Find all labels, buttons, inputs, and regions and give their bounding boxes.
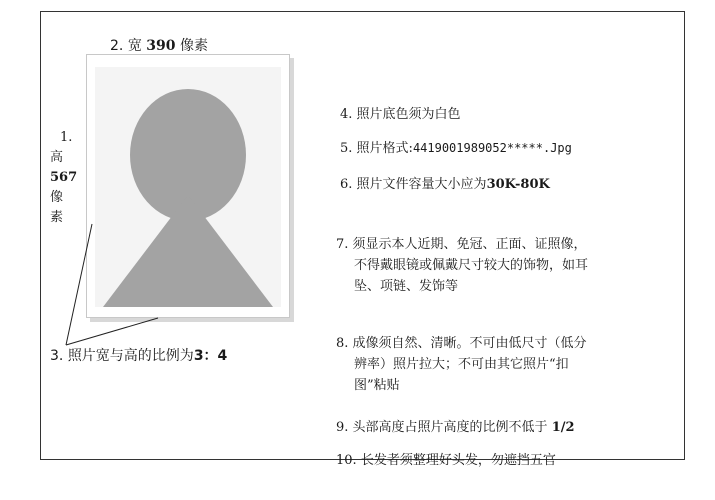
width-label: 2. 宽 390 像素: [110, 38, 208, 54]
requirement-5: 5. 照片格式:4419001989052*****.Jpg: [340, 141, 572, 156]
requirement-7: 7. 须显示本人近期、免冠、正面、证照像， 不得戴眼镜或佩戴尺寸较大的饰物，如耳 坠、项链、发饰等: [336, 237, 589, 294]
requirement-9: 9. 头部高度占照片高度的比例不低于 1/2: [336, 420, 575, 435]
requirement-4: 4. 照片底色须为白色: [340, 107, 461, 122]
requirement-6: 6. 照片文件容量大小应为30K-80K: [340, 177, 550, 192]
ratio-label: 3. 照片宽与高的比例为3：4: [50, 348, 228, 364]
height-label: 1. 高 567 像 素: [50, 130, 78, 225]
requirement-8: 8. 成像须自然、清晰。不可由低尺寸（低分 辨率）照片拉大；不可由其它照片“扣 图”粘贴: [336, 336, 587, 393]
requirement-10: 10. 长发者须整理好头发，勿遮挡五官: [336, 453, 556, 468]
